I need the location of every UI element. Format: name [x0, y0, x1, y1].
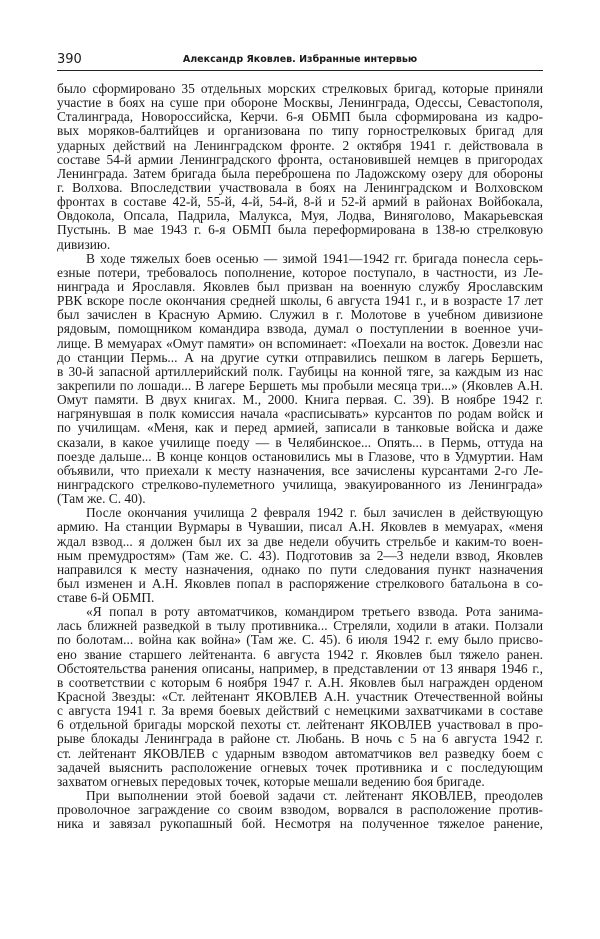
text-line: ным премудростям» (Там же. С. 43). Подготовив за 2—3 недели взвод, Яковлев	[57, 548, 543, 563]
running-title: Александр Яковлев. Избранные интервью	[182, 54, 418, 65]
text-line: поезде дальше... В конце концов остановились мы в Глазове, что в Удмуртии. Нам	[57, 449, 543, 464]
text-line: закрепили по лошади... В лагере Бершеть мы пробыли месяца три...» (Яковлев А.Н.	[57, 378, 543, 393]
text-line: ника и завязал рукопашный бой. Несмотря на полученное тяжелое ранение,	[57, 817, 543, 832]
text-line: После окончания училища 2 февраля 1942 г. был зачислен в действующую	[86, 506, 543, 521]
text-line: участие в боях на суше при обороне Москвы, Ленинграда, Одессы, Севастополя,	[57, 96, 543, 111]
text-line: ст. лейтенант ЯКОВЛЕВ с ударным взводом автоматчиков вел разведку боем с	[57, 746, 543, 761]
text-line: езные потери, требовалось пополнение, которое поступало, в частности, из Ле-	[57, 265, 543, 280]
text-line: по училищам. «Меня, как и перед армией, записали в танковые войска и даже	[57, 421, 543, 436]
text-line: лище. В мемуарах «Омут памяти» он вспоминает: «Поехали на восток. Довезли нас	[57, 336, 543, 351]
text-line: Пустынь. В мае 1943 г. 6-я ОБМП была переформирована в 138-ю стрелковую	[57, 223, 543, 238]
text-line: Овдокола, Опсала, Падрила, Малукса, Муя, Лодва, Виняголово, Макарьевская	[57, 209, 543, 224]
text-line: ставе 6-й ОБМП.	[57, 591, 155, 606]
text-line: захватом огневых передовых точек, которые мешали ведению боя бригаде.	[57, 774, 485, 789]
text-line: был зачислен в Красную Армию. Служил в г. Молотове в учебном дивизионе	[57, 308, 543, 323]
text-line: с августа 1941 г. За время боевых действий с немецкими захватчиками в составе	[57, 704, 543, 719]
text-line: ждал взвод... я должен был их за две недели обучить стрельбе и каким-то воен-	[57, 534, 543, 549]
text-line: Обстоятельства ранения описаны, например, в представлении от 13 января 1946 г.,	[57, 661, 543, 676]
text-line: «Я попал в роту автоматчиков, командиром третьего взвода. Рота занима-	[86, 605, 543, 620]
text-line: (Там же. С. 40).	[57, 492, 146, 507]
text-line: было сформировано 35 отдельных морских стрелковых бригад, которые приняли	[57, 82, 543, 96]
text-line: объявили, что приехали к месту назначения, все зачислены курсантами 2-го Ле-	[57, 463, 543, 478]
text-line: В ходе тяжелых боев осенью — зимой 1941—1942 гг. бригада понесла серь-	[86, 251, 543, 266]
text-line: направился к месту назначения, однако по пути следования пункт назначения	[57, 562, 543, 577]
body-text	[57, 82, 543, 831]
text-line: задачей выяснить расположение огневых точек противника и с последующим	[57, 760, 543, 775]
text-line: рядовым, помощником командира взвода, думал о поступлении в военное учи-	[57, 322, 543, 337]
text-line: нинграда и Ярославля. Яковлев был призван на военную службу Ярославским	[57, 279, 543, 294]
text-line: дивизию.	[57, 237, 111, 252]
text-line: армию. На станции Вурмары в Чувашии, писал А.Н. Яковлев в мемуарах, «меня	[57, 520, 543, 535]
text-line: Ленинграда. Затем бригада была переброшена по Ладожскому озеру для обороны	[57, 166, 543, 181]
text-line: лась ближней разведкой в тылу противника... Стреляли, ходили в атаки. Ползали	[57, 619, 543, 634]
text-line: в 30-й запасной артиллерийский полк. Гаубицы на конной тяге, за каждым из нас	[57, 364, 543, 379]
text-line: При выполнении этой боевой задачи ст. лейтенант ЯКОВЛЕВ, преодолев	[86, 789, 543, 804]
text-line: фронтах в составе 42-й, 55-й, 4-й, 54-й, 8-й и 52-й армий в районах Войбокала,	[57, 195, 543, 210]
text-line: по болотам... война как война» (Там же. С. 45). 6 июля 1942 г. ему было присво-	[57, 633, 543, 648]
text-line: ударных действий на Ленинградском фронте. 2 октября 1941 г. действовала в	[57, 138, 543, 153]
text-line: Омут памяти. В двух книгах. М., 2000. Книга первая. С. 39). В ноябре 1942 г.	[57, 393, 543, 408]
text-line: в соответствии с которым 6 ноября 1947 г. А.Н. Яковлев был награжден орденом	[57, 675, 543, 690]
text-line: 6 отдельной бригады морской пехоты ст. лейтенант ЯКОВЛЕВ участвовал в про-	[57, 718, 543, 733]
text-line: до станции Пермь... А на другие сутки отправились пешком в лагерь Бершеть,	[57, 350, 543, 365]
text-line: РВК вскоре после окончания средней школы, 6 августа 1941 г., и в возрасте 17 лет	[57, 294, 543, 309]
text-line: Красной Звезды: «Ст. лейтенант ЯКОВЛЕВ А.Н. участник Отечественной войны	[57, 690, 543, 705]
text-line: вых моряков-балтийцев и организована по типу горнострелковых бригад для	[57, 124, 543, 139]
text-line: г. Волхова. Впоследствии участвовала в боях на Ленинградском и Волховском	[57, 180, 543, 195]
text-line: составе 54-й армии Ленинградского фронта, остановившей немцев в пригородах	[57, 152, 543, 167]
page-number: 390	[57, 52, 82, 67]
text-line: был изменен и А.Н. Яковлев попал в распоряжение стрелкового батальона в со-	[57, 576, 543, 591]
text-line: ено звание старшего лейтенанта. 6 августа 1942 г. Яковлев был тяжело ранен.	[57, 647, 543, 662]
text-line: рыве блокады Ленинграда в районе ст. Любань. В ночь с 5 на 6 августа 1942 г.	[57, 732, 543, 747]
text-line: проволочное заграждение со своим взводом, ворвался в расположение против-	[57, 803, 543, 818]
text-line: нагрянувшая в полк комиссия начала «расписывать» курсантов по родам войск и	[57, 407, 543, 422]
text-line: сказали, в какое училище поеду — в Челябинское... Опять... в Пермь, оттуда на	[57, 435, 543, 450]
page-header	[57, 50, 543, 71]
text-line: нинградского стрелково-пулеметного училища, эвакуированного из Ленинграда»	[57, 477, 543, 492]
text-line: Сталинграда, Новороссийска, Керчи. 6-я ОБМП была сформирована из кадро-	[57, 110, 543, 125]
